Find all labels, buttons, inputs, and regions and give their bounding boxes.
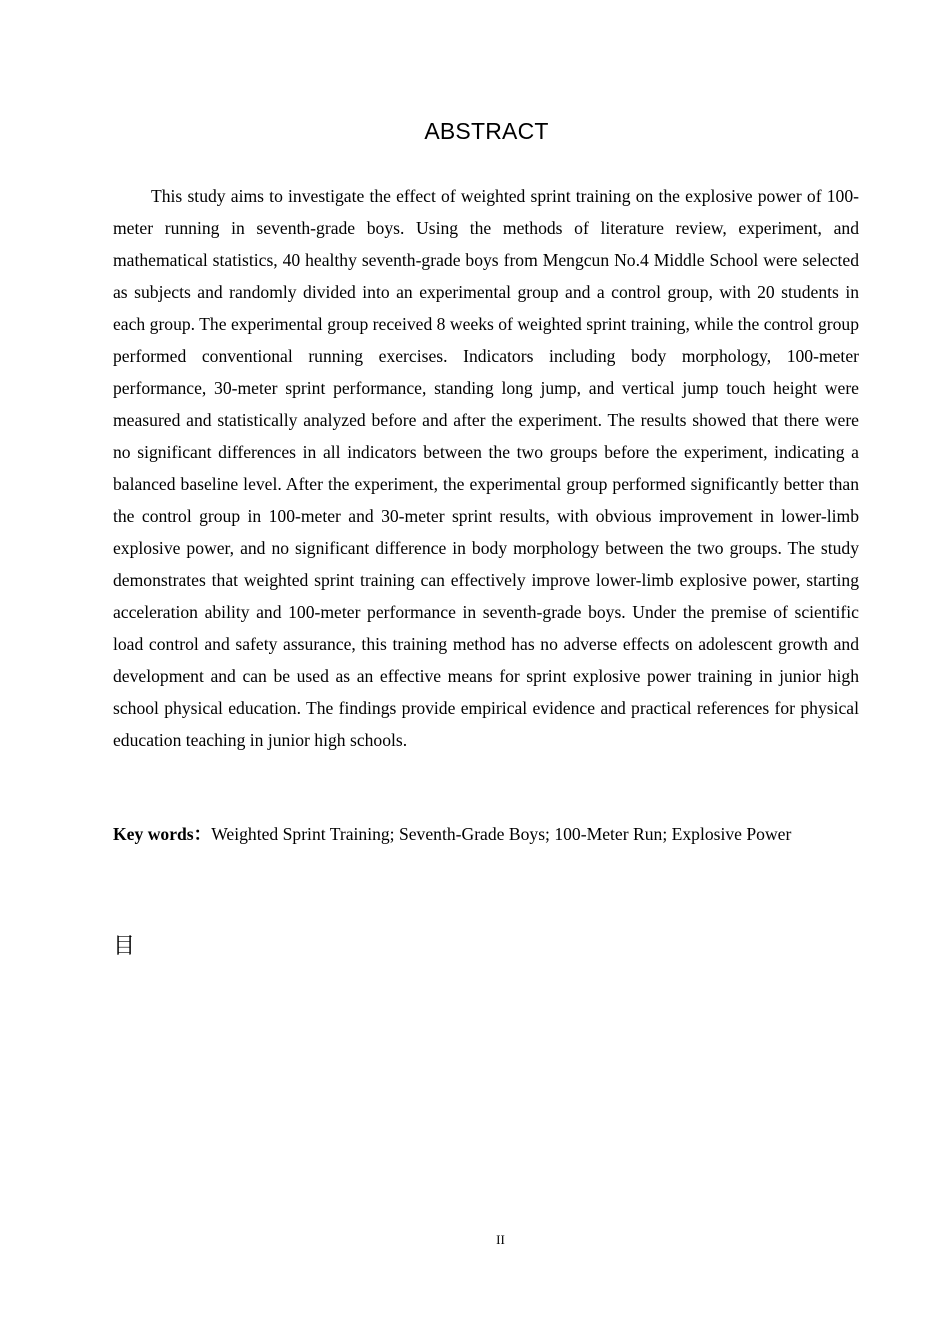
keywords-label: Key words： bbox=[113, 824, 212, 844]
abstract-title: ABSTRACT bbox=[424, 118, 549, 144]
page-number: II bbox=[496, 1232, 505, 1247]
keywords-line bbox=[113, 818, 873, 850]
table-of-contents-heading: 目 bbox=[113, 934, 136, 959]
abstract-paragraph: This study aims to investigate the effect of weighted sprint training on the explosive power of 100-meter running in seventh-grade boys. Using the methods of literature review, experiment, and mathematical statistics, 40 healthy seventh-grade boys from Mengcun No.4 Middle School were selected as subjects and randomly divided into an experimental group and a control group, with 20 students in each group. The experimental group received 8 weeks of weighted sprint training, while the control group performed conventional running exercises. Indicators including body morphology, 100-meter performance, 30-meter sprint performance, standing long jump, and vertical jump touch height were measured and statistically analyzed before and after the experiment. The results showed that there were no significant differences in all indicators between the two groups before the experiment, indicating a balanced baseline level. After the experiment, the experimental group performed significantly better than the control group in 100-meter and 30-meter sprint results, with obvious improvement in lower-limb explosive power, and no significant difference in body morphology between the two groups. The study demonstrates that weighted sprint training can effectively improve lower-limb explosive power, starting acceleration ability and 100-meter performance in seventh-grade boys. Under the premise of scientific load control and safety assurance, this training method has no adverse effects on adolescent growth and development and can be used as an effective means for sprint explosive power training in junior high school physical education. The findings provide empirical evidence and practical references for physical education teaching in junior high schools. bbox=[113, 186, 859, 750]
keywords-text: Weighted Sprint Training; Seventh-Grade Boys; 100-Meter Run; Explosive Power bbox=[211, 824, 792, 844]
